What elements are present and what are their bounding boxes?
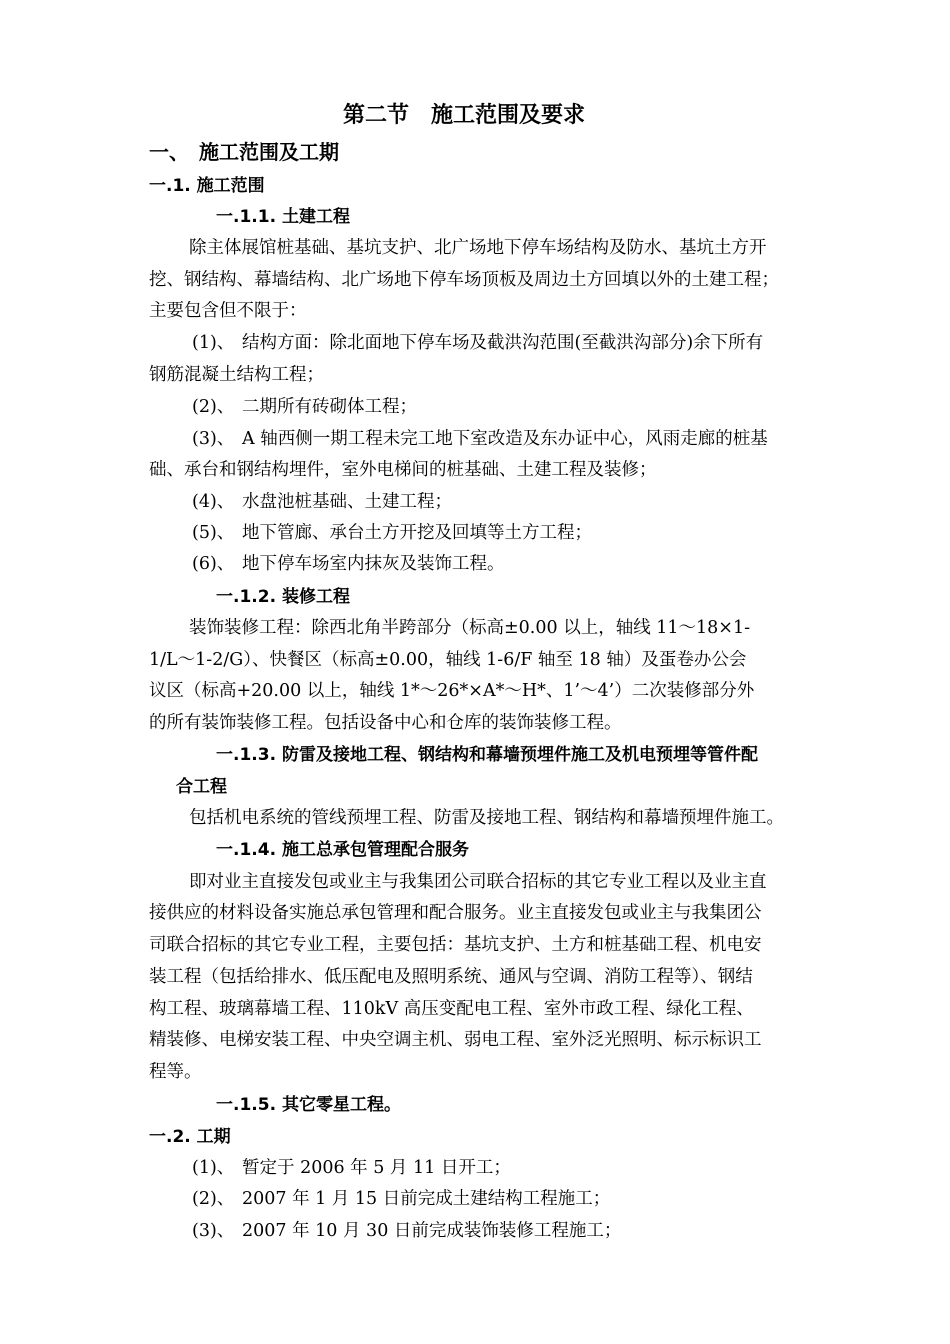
paragraph-line: 程等。	[149, 1062, 202, 1082]
list-item-text: A 轴西侧一期工程未完工地下室改造及东办证中心，风雨走廊的桩基	[242, 429, 768, 449]
heading-decoration-works: 一.1.2. 装修工程	[216, 587, 350, 607]
paragraph-line: 构工程、玻璃幕墙工程、110kV 高压变配电工程、室外市政工程、绿化工程、	[149, 999, 754, 1019]
list-item-number: (2)、	[192, 397, 235, 417]
list-item	[192, 491, 452, 513]
list-item-number: (5)、	[192, 523, 235, 543]
list-item-text: 水盘池桩基础、土建工程；	[242, 492, 452, 512]
list-item	[192, 1157, 511, 1179]
paragraph-line: 即对业主直接发包或业主与我集团公司联合招标的其它专业工程以及业主直	[189, 872, 767, 892]
list-item	[192, 553, 505, 575]
list-item-number: (3)、	[192, 1221, 235, 1241]
list-item-number: (1)、	[192, 333, 235, 353]
heading-other-minor-works: 一.1.5. 其它零星工程。	[216, 1095, 401, 1115]
paragraph-line: 装工程（包括给排水、低压配电及照明系统、通风与空调、消防工程等）、钢结	[149, 967, 753, 987]
list-item	[192, 1188, 610, 1210]
heading-embedded-parts-works-continuation: 合工程	[176, 777, 227, 797]
list-item-text: 2007 年 1 月 15 日前完成土建结构工程施工；	[242, 1189, 611, 1209]
heading-construction-scope: 一.1. 施工范围	[149, 176, 265, 196]
list-item-text: 2007 年 10 月 30 日前完成装饰装修工程施工；	[242, 1221, 622, 1241]
paragraph-line: 的所有装饰装修工程。包括设备中心和仓库的装饰装修工程。	[149, 713, 622, 733]
paragraph-line: 接供应的材料设备实施总承包管理和配合服务。业主直接发包或业主与我集团公	[149, 903, 762, 923]
list-item-text: 结构方面：除北面地下停车场及截洪沟范围(至截洪沟部分)余下所有	[242, 333, 764, 353]
list-item-number: (1)、	[192, 1158, 235, 1178]
list-item-text: 二期所有砖砌体工程；	[242, 397, 417, 417]
paragraph-line: 挖、钢结构、幕墙结构、北广场地下停车场顶板及周边土方回填以外的土建工程；	[149, 270, 779, 290]
list-item-continuation: 钢筋混凝土结构工程；	[149, 365, 324, 385]
list-item-number: (3)、	[192, 429, 235, 449]
list-item-text: 暂定于 2006 年 5 月 11 日开工；	[242, 1158, 511, 1178]
paragraph-line: 除主体展馆桩基础、基坑支护、北广场地下停车场结构及防水、基坑土方开	[189, 238, 767, 258]
section-title: 第二节 施工范围及要求	[343, 103, 586, 128]
list-item-text: 地下停车场室内抹灰及装饰工程。	[242, 554, 505, 574]
heading-civil-works: 一.1.1. 土建工程	[216, 207, 350, 227]
paragraph-line: 包括机电系统的管线预埋工程、防雷及接地工程、钢结构和幕墙预埋件施工。	[189, 808, 784, 828]
list-item	[192, 428, 768, 450]
list-item-number: (6)、	[192, 554, 235, 574]
paragraph-line: 装饰装修工程：除西北角半跨部分（标高±0.00 以上，轴线 11～18×1-	[189, 618, 750, 638]
heading-general-contracting-services: 一.1.4. 施工总承包管理配合服务	[216, 840, 469, 860]
heading-schedule: 一.2. 工期	[149, 1127, 231, 1147]
list-item	[192, 522, 592, 544]
list-item-continuation: 础、承台和钢结构埋件，室外电梯间的桩基础、土建工程及装修；	[149, 460, 657, 480]
paragraph-line: 精装修、电梯安装工程、中央空调主机、弱电工程、室外泛光照明、标示标识工	[149, 1030, 762, 1050]
paragraph-line: 司联合招标的其它专业工程，主要包括：基坑支护、土方和桩基础工程、机电安	[149, 935, 762, 955]
paragraph-line: 议区（标高+20.00 以上，轴线 1*～26*×A*～H*、1’～4’）二次装修部分外	[149, 681, 755, 701]
list-item	[192, 1220, 621, 1242]
list-item	[192, 396, 417, 418]
paragraph-line: 1/L～1-2/G）、快餐区（标高±0.00，轴线 1-6/F 轴至 18 轴）及蛋卷办公会	[149, 650, 747, 670]
list-item-text: 地下管廊、承台土方开挖及回填等土方工程；	[242, 523, 592, 543]
paragraph-line: 主要包含但不限于：	[149, 301, 307, 321]
heading-construction-scope-and-schedule: 一、 施工范围及工期	[149, 140, 339, 164]
list-item-number: (2)、	[192, 1189, 235, 1209]
heading-embedded-parts-works: 一.1.3. 防雷及接地工程、钢结构和幕墙预埋件施工及机电预埋等管件配	[216, 745, 758, 765]
list-item-number: (4)、	[192, 492, 235, 512]
list-item	[192, 332, 763, 354]
